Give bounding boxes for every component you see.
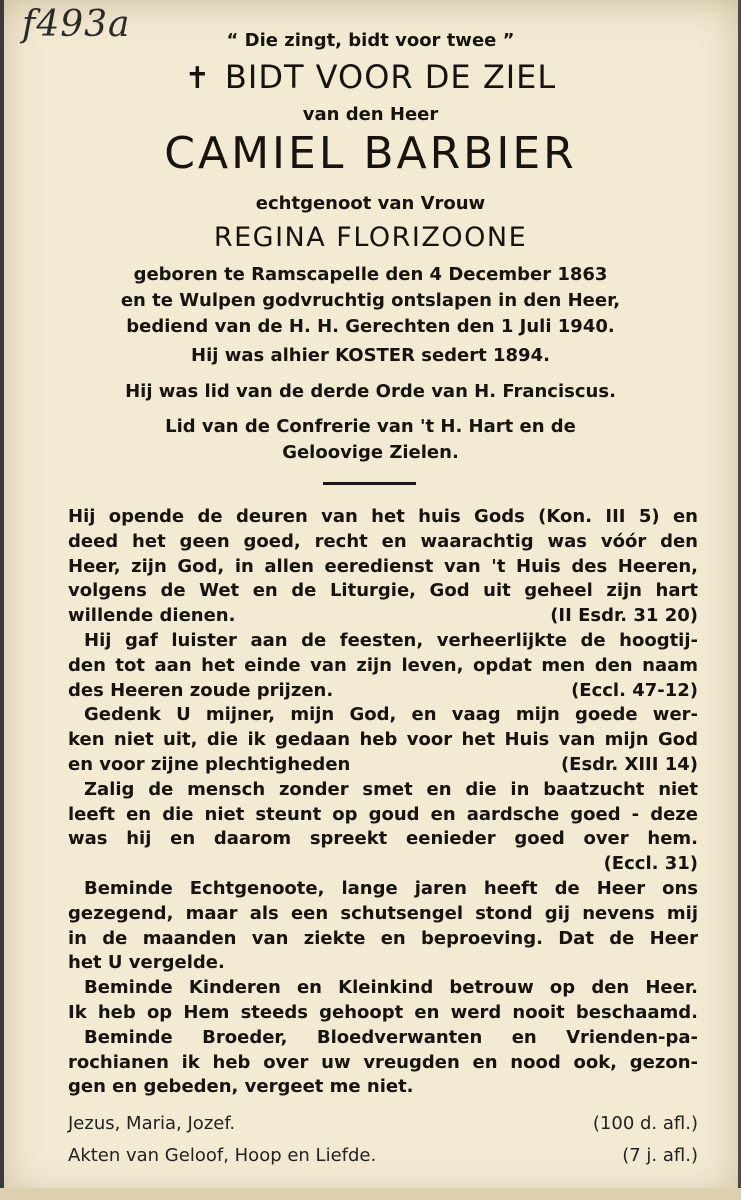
scripture-reference: (Eccl. 47-12) <box>571 679 698 701</box>
text-line: volgens de Wet en de Liturgie, God uit geheel zijn hart <box>68 580 698 602</box>
text-line <box>68 753 698 778</box>
death-line: en te Wulpen godvruchtig ontslapen in den Heer, <box>120 290 621 311</box>
text-line: Hij opende de deuren van het huis Gods (Kon. III 5) en <box>68 506 698 527</box>
confraternity-line: Geloovige Zielen. <box>282 442 459 463</box>
text-line: Heer, zijn God, in allen eeredienst van 't Huis des Heeren, <box>68 555 698 577</box>
text-line: in de maanden van ziekte en beproeving. Dat de Heer <box>68 927 698 949</box>
koster-line: Hij was alhier KOSTER sedert 1894. <box>191 345 550 366</box>
name-intro: van den Heer <box>302 104 439 125</box>
life-dates <box>0 262 741 340</box>
prayer-text: Jezus, Maria, Jozef. <box>68 1113 236 1134</box>
text-line: Ik heb op Hem steeds gehoopt en werd nooit beschaamd. <box>68 1001 698 1023</box>
birth-line: geboren te Ramscapelle den 4 December 1863 <box>133 264 608 285</box>
text-fragment: en voor zijne plechtigheden <box>68 753 351 775</box>
scan-edge-left <box>0 0 4 1200</box>
text-fragment: des Heeren zoude prijzen. <box>68 679 334 701</box>
scripture-reference: (II Esdr. 31 20) <box>550 605 698 627</box>
text-line: den tot aan het einde van zijn leven, opdat men den naam <box>68 654 698 676</box>
text-line: gezegend, maar als een schutsengel stond gij nevens mij <box>68 902 698 924</box>
scripture-reference: (Esdr. XIII 14) <box>560 753 698 775</box>
text-line: leeft en die niet steunt op goud en aardsche goed - deze <box>68 803 698 825</box>
archive-number: f493a <box>22 4 131 45</box>
motto: “ Die zingt, bidt voor twee ” <box>226 30 515 51</box>
invocation-text: BIDT VOOR DE ZIEL <box>224 58 557 96</box>
sacraments-line: bediend van de H. H. Gerechten den 1 Juli 1940. <box>126 316 615 337</box>
confraternity-line: Lid van de Confrerie van 't H. Hart en de <box>165 416 576 437</box>
text-line: Beminde Kinderen en Kleinkind betrouw op den Heer. <box>84 977 698 999</box>
text-line <box>68 679 698 704</box>
spouse-intro: echtgenoot van Vrouw <box>255 193 486 214</box>
text-line: Beminde Echtgenoote, lange jaren heeft de Heer ons <box>84 877 698 899</box>
tertiary-line: Hij was lid van de derde Orde van H. Franciscus. <box>125 381 616 402</box>
text-line: deed het geen goed, recht en waarachtig was vóór den <box>68 530 698 552</box>
scripture-text <box>68 505 698 1100</box>
invocation-heading <box>0 58 741 96</box>
text-line: was hij en daarom spreekt eenieder goed over hem. <box>68 828 698 850</box>
scan-edge-bottom <box>0 1188 741 1200</box>
text-line: Hij gaf luister aan de feesten, verheerlijkte de hoogtij- <box>84 629 698 651</box>
indulgence-prayers <box>68 1108 698 1172</box>
text-line: Beminde Broeder, Bloedverwanten en Vrienden-pa- <box>84 1026 698 1048</box>
text-fragment: willende dienen. <box>68 605 236 627</box>
text-line <box>68 604 698 629</box>
indulgence-label: (100 d. afl.) <box>592 1113 698 1134</box>
text-line: het U vergelde. <box>68 952 225 974</box>
text-line: rochianen ik heb over uw vreugden en nood ook, gezon- <box>68 1051 698 1073</box>
prayer-row <box>68 1140 698 1172</box>
cross-icon: ✝ <box>184 61 211 96</box>
prayer-row <box>68 1108 698 1140</box>
prayer-text: Akten van Geloof, Hoop en Liefde. <box>68 1145 377 1166</box>
text-line: Zalig de mensch zonder smet en die in baatzucht niet <box>84 778 698 800</box>
text-line: gen en gebeden, vergeet me niet. <box>68 1076 414 1098</box>
text-line: Gedenk U mijner, mijn God, en vaag mijn goede wer- <box>84 704 698 726</box>
divider-rule <box>323 482 416 485</box>
deceased-name: CAMIEL BARBIER <box>164 128 577 179</box>
indulgence-label: (7 j. afl.) <box>622 1145 698 1166</box>
scripture-reference: (Eccl. 31) <box>603 853 698 875</box>
confraternity <box>0 414 741 466</box>
spouse-name: REGINA FLORIZOONE <box>213 222 528 253</box>
text-line: ken niet uit, die ik gedaan heb voor het Huis van mijn God <box>68 729 698 751</box>
